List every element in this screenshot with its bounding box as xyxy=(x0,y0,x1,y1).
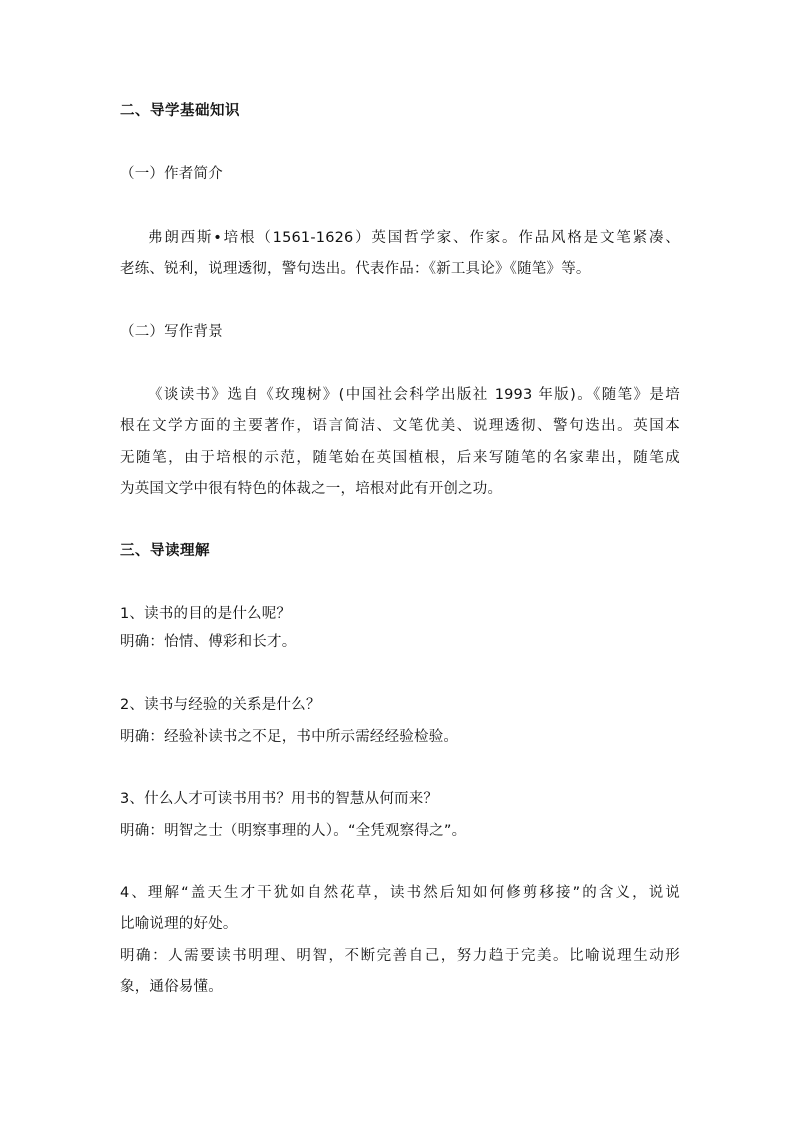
subsection-heading-author: （一）作者简介 xyxy=(120,166,223,182)
answer-text: 象，通俗易懂。 xyxy=(120,979,223,995)
answer-text: 明确：明智之士（明察事理的人）。“全凭观察得之”。 xyxy=(120,823,467,839)
question-text: 1、读书的目的是什么呢？ xyxy=(120,606,292,622)
author-paragraph-line: 老练、锐利，说理透彻，警句迭出。代表作品：《新工具论》《随笔》等。 xyxy=(120,261,591,277)
author-paragraph-line: 弗朗西斯•培根（1561-1626）英国哲学家、作家。作品风格是文笔紧凑、 xyxy=(148,230,680,246)
question-text: 3、什么人才可读书用书？用书的智慧从何而来？ xyxy=(120,791,439,807)
background-paragraph-line: 《谈读书》选自《玫瑰树》(中国社会科学出版社 1993 年版)。《随笔》是培 xyxy=(148,387,680,403)
section-heading-guide-basics: 二、导学基础知识 xyxy=(120,103,240,119)
answer-text: 明确：经验补读书之不足，书中所示需经经验检验。 xyxy=(120,729,459,745)
subsection-heading-background: （二）写作背景 xyxy=(120,324,223,340)
question-text: 4、理解“盖天生才干犹如自然花草，读书然后知如何修剪移接”的含义，说说 xyxy=(120,885,680,901)
answer-text: 明确：人需要读书明理、明智，不断完善自己，努力趋于完美。比喻说理生动形 xyxy=(120,948,680,964)
background-paragraph-line: 根在文学方面的主要著作，语言简洁、文笔优美、说理透彻、警句迭出。英国本 xyxy=(120,418,680,434)
answer-text: 明确：怡情、傅彩和长才。 xyxy=(120,634,297,650)
section-heading-guided-reading: 三、导读理解 xyxy=(120,543,210,559)
background-paragraph-line: 无随笔，由于培根的示范，随笔始在英国植根，后来写随笔的名家辈出，随笔成 xyxy=(120,450,680,466)
background-paragraph-line: 为英国文学中很有特色的体裁之一，培根对此有开创之功。 xyxy=(120,481,503,497)
question-text: 比喻说理的好处。 xyxy=(120,916,238,932)
question-text: 2、读书与经验的关系是什么？ xyxy=(120,697,321,713)
